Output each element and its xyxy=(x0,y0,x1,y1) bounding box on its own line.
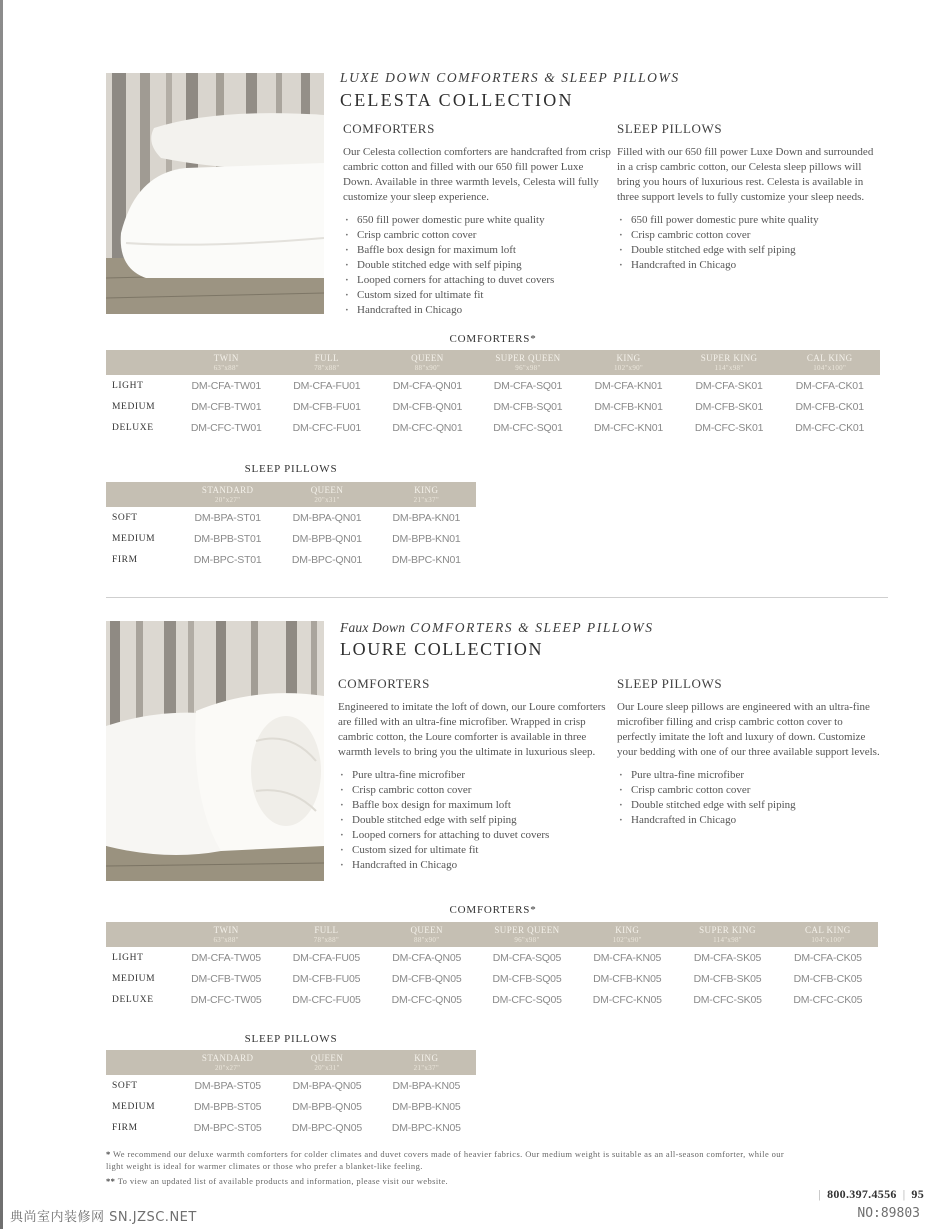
column-header xyxy=(377,1050,476,1075)
comforters-description: Our Celesta collection comforters are handcrafted from crisp cambric cotton and filled with our 650 fill power Luxe Down. Available in three warmth levels, Celesta will fully customize your sleep experience. xyxy=(343,146,611,203)
comforters-heading: COMFORTERS xyxy=(338,676,430,691)
table-header-row xyxy=(106,1050,476,1075)
feature-item: · Custom sized for ultimate fit xyxy=(338,843,606,858)
celesta-comforter-table-title: COMFORTERS* xyxy=(449,333,537,345)
pillows-heading: SLEEP PILLOWS xyxy=(617,676,723,691)
feature-item: · Looped corners for attaching to duvet covers xyxy=(343,273,611,288)
sku-cell: DM-CFA-TW01 xyxy=(191,379,262,392)
feature-item: · Double stitched edge with self piping xyxy=(338,813,606,828)
loure-product-photo xyxy=(106,621,324,881)
size-name: TWIN xyxy=(213,352,239,363)
column-header xyxy=(677,922,777,947)
feature-item: · 650 fill power domestic pure white quality xyxy=(343,213,611,228)
size-name: KING xyxy=(615,924,640,935)
column-header xyxy=(277,350,378,375)
size-dimensions: 88"x90" xyxy=(414,363,441,372)
eyebrow-text: LUXE DOWN COMFORTERS & SLEEP PILLOWS xyxy=(340,70,680,85)
feature-item: · Custom sized for ultimate fit xyxy=(343,288,611,303)
loure-comforter-table-title: COMFORTERS* xyxy=(449,904,537,916)
loure-eyebrow xyxy=(340,620,654,636)
column-header xyxy=(477,922,577,947)
sku-cell: DM-BPB-KN01 xyxy=(392,532,461,545)
sku-cell: DM-CFB-KN01 xyxy=(594,400,663,413)
sku-cell: DM-CFB-FU01 xyxy=(292,400,361,413)
size-dimensions: 21"x37" xyxy=(413,495,439,504)
size-name: FULL xyxy=(314,924,339,935)
column-header xyxy=(679,350,780,375)
size-dimensions: 114"x98" xyxy=(714,363,744,372)
sku-cell: DM-BPA-ST05 xyxy=(194,1079,261,1092)
footnote-mark: * xyxy=(106,1149,111,1159)
footnote-text: To view an updated list of available products and information, please visit our website. xyxy=(117,1176,449,1186)
column-header xyxy=(377,922,477,947)
sku-cell: DM-CFA-KN05 xyxy=(593,951,662,964)
feature-item: · Pure ultra-fine microfiber xyxy=(338,768,606,783)
size-name: KING xyxy=(414,484,439,495)
loure-comforter-table xyxy=(106,922,878,1010)
sku-cell: DM-CFB-SK05 xyxy=(693,972,762,985)
sku-cell: DM-BPC-ST01 xyxy=(193,553,262,566)
pillows-features-list xyxy=(617,213,882,273)
celesta-pillows-column xyxy=(617,121,882,273)
size-dimensions: 20"x27" xyxy=(215,495,241,504)
celesta-eyebrow xyxy=(340,70,680,86)
phone-number: 800.397.4556 xyxy=(827,1187,897,1201)
sku-cell: DM-BPB-QN05 xyxy=(292,1100,362,1113)
size-name: STANDARD xyxy=(201,484,254,495)
loure-title: LOURE COLLECTION xyxy=(340,639,544,659)
column-header xyxy=(178,1050,277,1075)
sku-cell: DM-CFA-FU05 xyxy=(292,951,361,964)
row-label: SOFT xyxy=(112,512,138,523)
sku-cell: DM-BPB-ST05 xyxy=(194,1100,262,1113)
size-dimensions: 20"x31" xyxy=(314,1063,340,1072)
sku-cell: DM-CFC-CK05 xyxy=(793,993,863,1006)
column-header xyxy=(176,922,276,947)
sku-cell: DM-CFC-FU01 xyxy=(292,421,362,434)
size-dimensions: 78"x88" xyxy=(314,363,340,372)
table-row xyxy=(106,507,476,528)
sku-cell: DM-BPC-QN01 xyxy=(291,553,363,566)
size-name: SUPER KING xyxy=(700,352,758,363)
eyebrow-text: COMFORTERS & SLEEP PILLOWS xyxy=(410,620,654,635)
eyebrow-prefix: Faux Down xyxy=(340,620,406,635)
feature-item: · Crisp cambric cotton cover xyxy=(338,783,606,798)
sku-cell: DM-CFC-KN01 xyxy=(594,421,664,434)
row-label: LIGHT xyxy=(112,380,144,391)
row-label: MEDIUM xyxy=(112,533,156,544)
table-row xyxy=(106,968,878,989)
feature-item: · Crisp cambric cotton cover xyxy=(617,228,882,243)
sku-cell: DM-BPC-QN05 xyxy=(291,1121,363,1134)
sku-cell: DM-CFC-KN05 xyxy=(592,993,662,1006)
size-dimensions: 21"x37" xyxy=(413,1063,439,1072)
sku-cell: DM-CFB-KN05 xyxy=(593,972,662,985)
sku-cell: DM-BPB-QN01 xyxy=(292,532,362,545)
table-row xyxy=(106,989,878,1010)
size-name: KING xyxy=(414,1052,439,1063)
pillows-description: Our Loure sleep pillows are engineered with an ultra-fine microfiber filling and crisp cambric cotton cover to perfectly imitate the loft and luxury of down. Customize your bedding with one of our three available support levels. xyxy=(617,701,880,758)
column-header xyxy=(478,350,579,375)
celesta-product-photo xyxy=(106,73,324,314)
section-divider xyxy=(106,597,888,598)
size-name: QUEEN xyxy=(410,924,443,935)
row-label: DELUXE xyxy=(112,994,154,1005)
size-name: QUEEN xyxy=(310,484,344,495)
feature-item: · Double stitched edge with self piping xyxy=(617,798,882,813)
comforter-pillow-image xyxy=(106,73,324,314)
sku-cell: DM-CFA-KN01 xyxy=(594,379,663,392)
page-footer xyxy=(812,1187,924,1202)
size-dimensions: 20"x31" xyxy=(314,495,340,504)
table-header-row xyxy=(106,482,476,507)
sku-cell: DM-CFB-FU05 xyxy=(292,972,361,985)
table-header-row xyxy=(106,350,880,375)
table-row xyxy=(106,375,880,396)
sku-cell: DM-BPA-ST01 xyxy=(194,511,261,524)
size-name: QUEEN xyxy=(310,1052,344,1063)
pillows-description: Filled with our 650 fill power Luxe Down and surrounded in a crisp cambric cotton, our Celesta sleep pillows will bring you hours of luxurious rest. Celesta is available in three support levels to fully customize your sleep needs. xyxy=(617,146,874,203)
footer-separator: | xyxy=(818,1187,822,1201)
size-name: QUEEN xyxy=(411,352,444,363)
column-header xyxy=(578,350,679,375)
table-row xyxy=(106,417,880,438)
column-header xyxy=(276,922,376,947)
footnote-website xyxy=(106,1175,796,1187)
sku-cell: DM-CFB-QN01 xyxy=(392,400,463,413)
sku-cell: DM-CFA-TW05 xyxy=(191,951,261,964)
feature-item: · Crisp cambric cotton cover xyxy=(617,783,882,798)
header-corner xyxy=(106,1050,178,1075)
feature-item: · 650 fill power domestic pure white quality xyxy=(617,213,882,228)
row-label: LIGHT xyxy=(112,952,144,963)
table-row xyxy=(106,396,880,417)
loure-pillow-table xyxy=(106,1050,476,1138)
sku-cell: DM-BPA-QN05 xyxy=(292,1079,362,1092)
column-header xyxy=(277,1050,376,1075)
sku-cell: DM-CFB-QN05 xyxy=(391,972,462,985)
column-header xyxy=(176,350,277,375)
size-dimensions: 63"x88" xyxy=(213,935,239,944)
sku-cell: DM-CFB-SK01 xyxy=(695,400,763,413)
sku-cell: DM-CFC-SK01 xyxy=(694,421,764,434)
table-row xyxy=(106,528,476,549)
column-header xyxy=(577,922,677,947)
sku-cell: DM-CFA-SK01 xyxy=(695,379,763,392)
table-row xyxy=(106,947,878,968)
size-dimensions: 102"x90" xyxy=(612,935,642,944)
row-label: MEDIUM xyxy=(112,1101,156,1112)
sku-cell: DM-CFC-TW01 xyxy=(190,421,262,434)
sku-cell: DM-CFC-CK01 xyxy=(795,421,865,434)
sku-cell: DM-CFC-FU05 xyxy=(292,993,361,1006)
celesta-title: CELESTA COLLECTION xyxy=(340,90,574,110)
sku-cell: DM-CFA-FU01 xyxy=(293,379,361,392)
sku-cell: DM-CFC-QN05 xyxy=(391,993,462,1006)
comforters-features-list xyxy=(343,213,611,318)
row-label: DELUXE xyxy=(112,422,154,433)
footer-separator: | xyxy=(902,1187,906,1201)
sku-cell: DM-BPC-KN05 xyxy=(391,1121,461,1134)
sku-cell: DM-BPB-KN05 xyxy=(392,1100,461,1113)
sku-cell: DM-CFB-CK05 xyxy=(793,972,863,985)
sku-cell: DM-BPA-KN05 xyxy=(392,1079,461,1092)
sku-cell: DM-CFB-TW01 xyxy=(191,400,262,413)
row-label: FIRM xyxy=(112,1122,138,1133)
size-dimensions: 20"x27" xyxy=(215,1063,241,1072)
size-dimensions: 96"x98" xyxy=(514,935,540,944)
size-name: STANDARD xyxy=(201,1052,254,1063)
sku-cell: DM-CFC-SQ01 xyxy=(493,421,563,434)
feature-item: · Double stitched edge with self piping xyxy=(343,258,611,273)
sku-cell: DM-CFA-SK05 xyxy=(693,951,762,964)
sku-cell: DM-CFA-QN05 xyxy=(392,951,462,964)
column-header xyxy=(779,350,880,375)
sku-cell: DM-CFA-QN01 xyxy=(392,379,462,392)
feature-item: · Handcrafted in Chicago xyxy=(617,813,882,828)
feature-item: · Baffle box design for maximum loft xyxy=(343,243,611,258)
column-header xyxy=(377,482,476,507)
watermark-site: 典尚室内装修网 SN.JZSC.NET xyxy=(10,1210,197,1225)
sku-cell: DM-CFB-TW05 xyxy=(191,972,262,985)
row-label: SOFT xyxy=(112,1080,138,1091)
rolled-comforter-image xyxy=(106,621,324,881)
table-header-row xyxy=(106,922,878,947)
watermark-id: NO:89803 xyxy=(857,1206,920,1221)
size-name: TWIN xyxy=(213,924,239,935)
size-name: KING xyxy=(616,352,641,363)
size-dimensions: 96"x98" xyxy=(515,363,541,372)
table-row xyxy=(106,1075,476,1096)
sku-cell: DM-CFA-CK01 xyxy=(795,379,864,392)
row-label: FIRM xyxy=(112,554,138,565)
sku-cell: DM-CFA-CK05 xyxy=(793,951,862,964)
loure-comforters-column xyxy=(338,676,606,873)
sku-cell: DM-BPB-ST01 xyxy=(194,532,262,545)
size-dimensions: 114"x98" xyxy=(713,935,742,944)
footnote-warmth xyxy=(106,1148,796,1172)
page-number: 95 xyxy=(911,1187,924,1201)
loure-pillows-column xyxy=(617,676,882,828)
sku-cell: DM-CFC-QN01 xyxy=(392,421,463,434)
comforters-features-list xyxy=(338,768,606,873)
size-dimensions: 63"x88" xyxy=(213,363,239,372)
sku-cell: DM-BPA-QN01 xyxy=(292,511,362,524)
feature-item: · Handcrafted in Chicago xyxy=(343,303,611,318)
size-dimensions: 88"x90" xyxy=(414,935,440,944)
sku-cell: DM-CFB-CK01 xyxy=(795,400,864,413)
column-header xyxy=(178,482,277,507)
size-name: CAL KING xyxy=(805,924,851,935)
size-name: CAL KING xyxy=(806,352,853,363)
page-edge-line xyxy=(0,0,3,1229)
feature-item: · Crisp cambric cotton cover xyxy=(343,228,611,243)
size-dimensions: 102"x90" xyxy=(613,363,644,372)
celesta-comforter-table xyxy=(106,350,880,438)
size-name: SUPER QUEEN xyxy=(494,924,560,935)
sku-cell: DM-CFA-SQ01 xyxy=(493,379,563,392)
size-dimensions: 78"x88" xyxy=(313,935,340,944)
feature-item: · Handcrafted in Chicago xyxy=(617,258,882,273)
size-dimensions: 104"x100" xyxy=(813,363,847,372)
row-label: MEDIUM xyxy=(112,401,156,412)
table-row xyxy=(106,1117,476,1138)
sku-cell: DM-CFC-TW05 xyxy=(190,993,262,1006)
celesta-pillow-table xyxy=(106,482,476,570)
footnote-mark: ** xyxy=(106,1176,116,1186)
sku-cell: DM-CFB-SQ01 xyxy=(493,400,563,413)
header-corner xyxy=(106,922,176,947)
comforters-description: Engineered to imitate the loft of down, our Loure comforters are filled with an ultra-fine microfiber. Wrapped in crisp cambric cotton, the Loure comforter is available in three warmth levels to bring you the ultimate in luxurious sleep. xyxy=(338,701,606,758)
header-corner xyxy=(106,350,176,375)
size-name: SUPER KING xyxy=(699,924,756,935)
sku-cell: DM-BPC-KN01 xyxy=(391,553,461,566)
sku-cell: DM-BPC-ST05 xyxy=(193,1121,262,1134)
sku-cell: DM-CFC-SQ05 xyxy=(492,993,562,1006)
feature-item: · Looped corners for attaching to duvet covers xyxy=(338,828,606,843)
size-dimensions: 104"x100" xyxy=(811,935,845,944)
column-header xyxy=(778,922,878,947)
loure-pillow-table-title: SLEEP PILLOWS xyxy=(244,1033,338,1045)
size-name: SUPER QUEEN xyxy=(495,352,561,363)
header-corner xyxy=(106,482,178,507)
row-label: MEDIUM xyxy=(112,973,156,984)
table-row xyxy=(106,1096,476,1117)
pillows-features-list xyxy=(617,768,882,828)
feature-item: · Pure ultra-fine microfiber xyxy=(617,768,882,783)
pillows-heading: SLEEP PILLOWS xyxy=(617,121,723,136)
table-row xyxy=(106,549,476,570)
size-name: FULL xyxy=(314,352,339,363)
feature-item: · Baffle box design for maximum loft xyxy=(338,798,606,813)
footnote-text: We recommend our deluxe warmth comforters for colder climates and duvet covers made of heavier fabrics. Our medium weight is suitable as an all-season comforter, while our light weight is ideal for warmer climates or those who prefer a blanket-like feeling. xyxy=(106,1149,785,1171)
celesta-comforters-column xyxy=(343,121,611,318)
sku-cell: DM-CFC-SK05 xyxy=(693,993,762,1006)
column-header xyxy=(277,482,376,507)
comforters-heading: COMFORTERS xyxy=(343,121,435,136)
sku-cell: DM-BPA-KN01 xyxy=(392,511,461,524)
sku-cell: DM-CFB-SQ05 xyxy=(492,972,562,985)
sku-cell: DM-CFA-SQ05 xyxy=(492,951,562,964)
column-header xyxy=(377,350,478,375)
feature-item: · Double stitched edge with self piping xyxy=(617,243,882,258)
celesta-pillow-table-title: SLEEP PILLOWS xyxy=(244,463,338,475)
feature-item: · Handcrafted in Chicago xyxy=(338,858,606,873)
